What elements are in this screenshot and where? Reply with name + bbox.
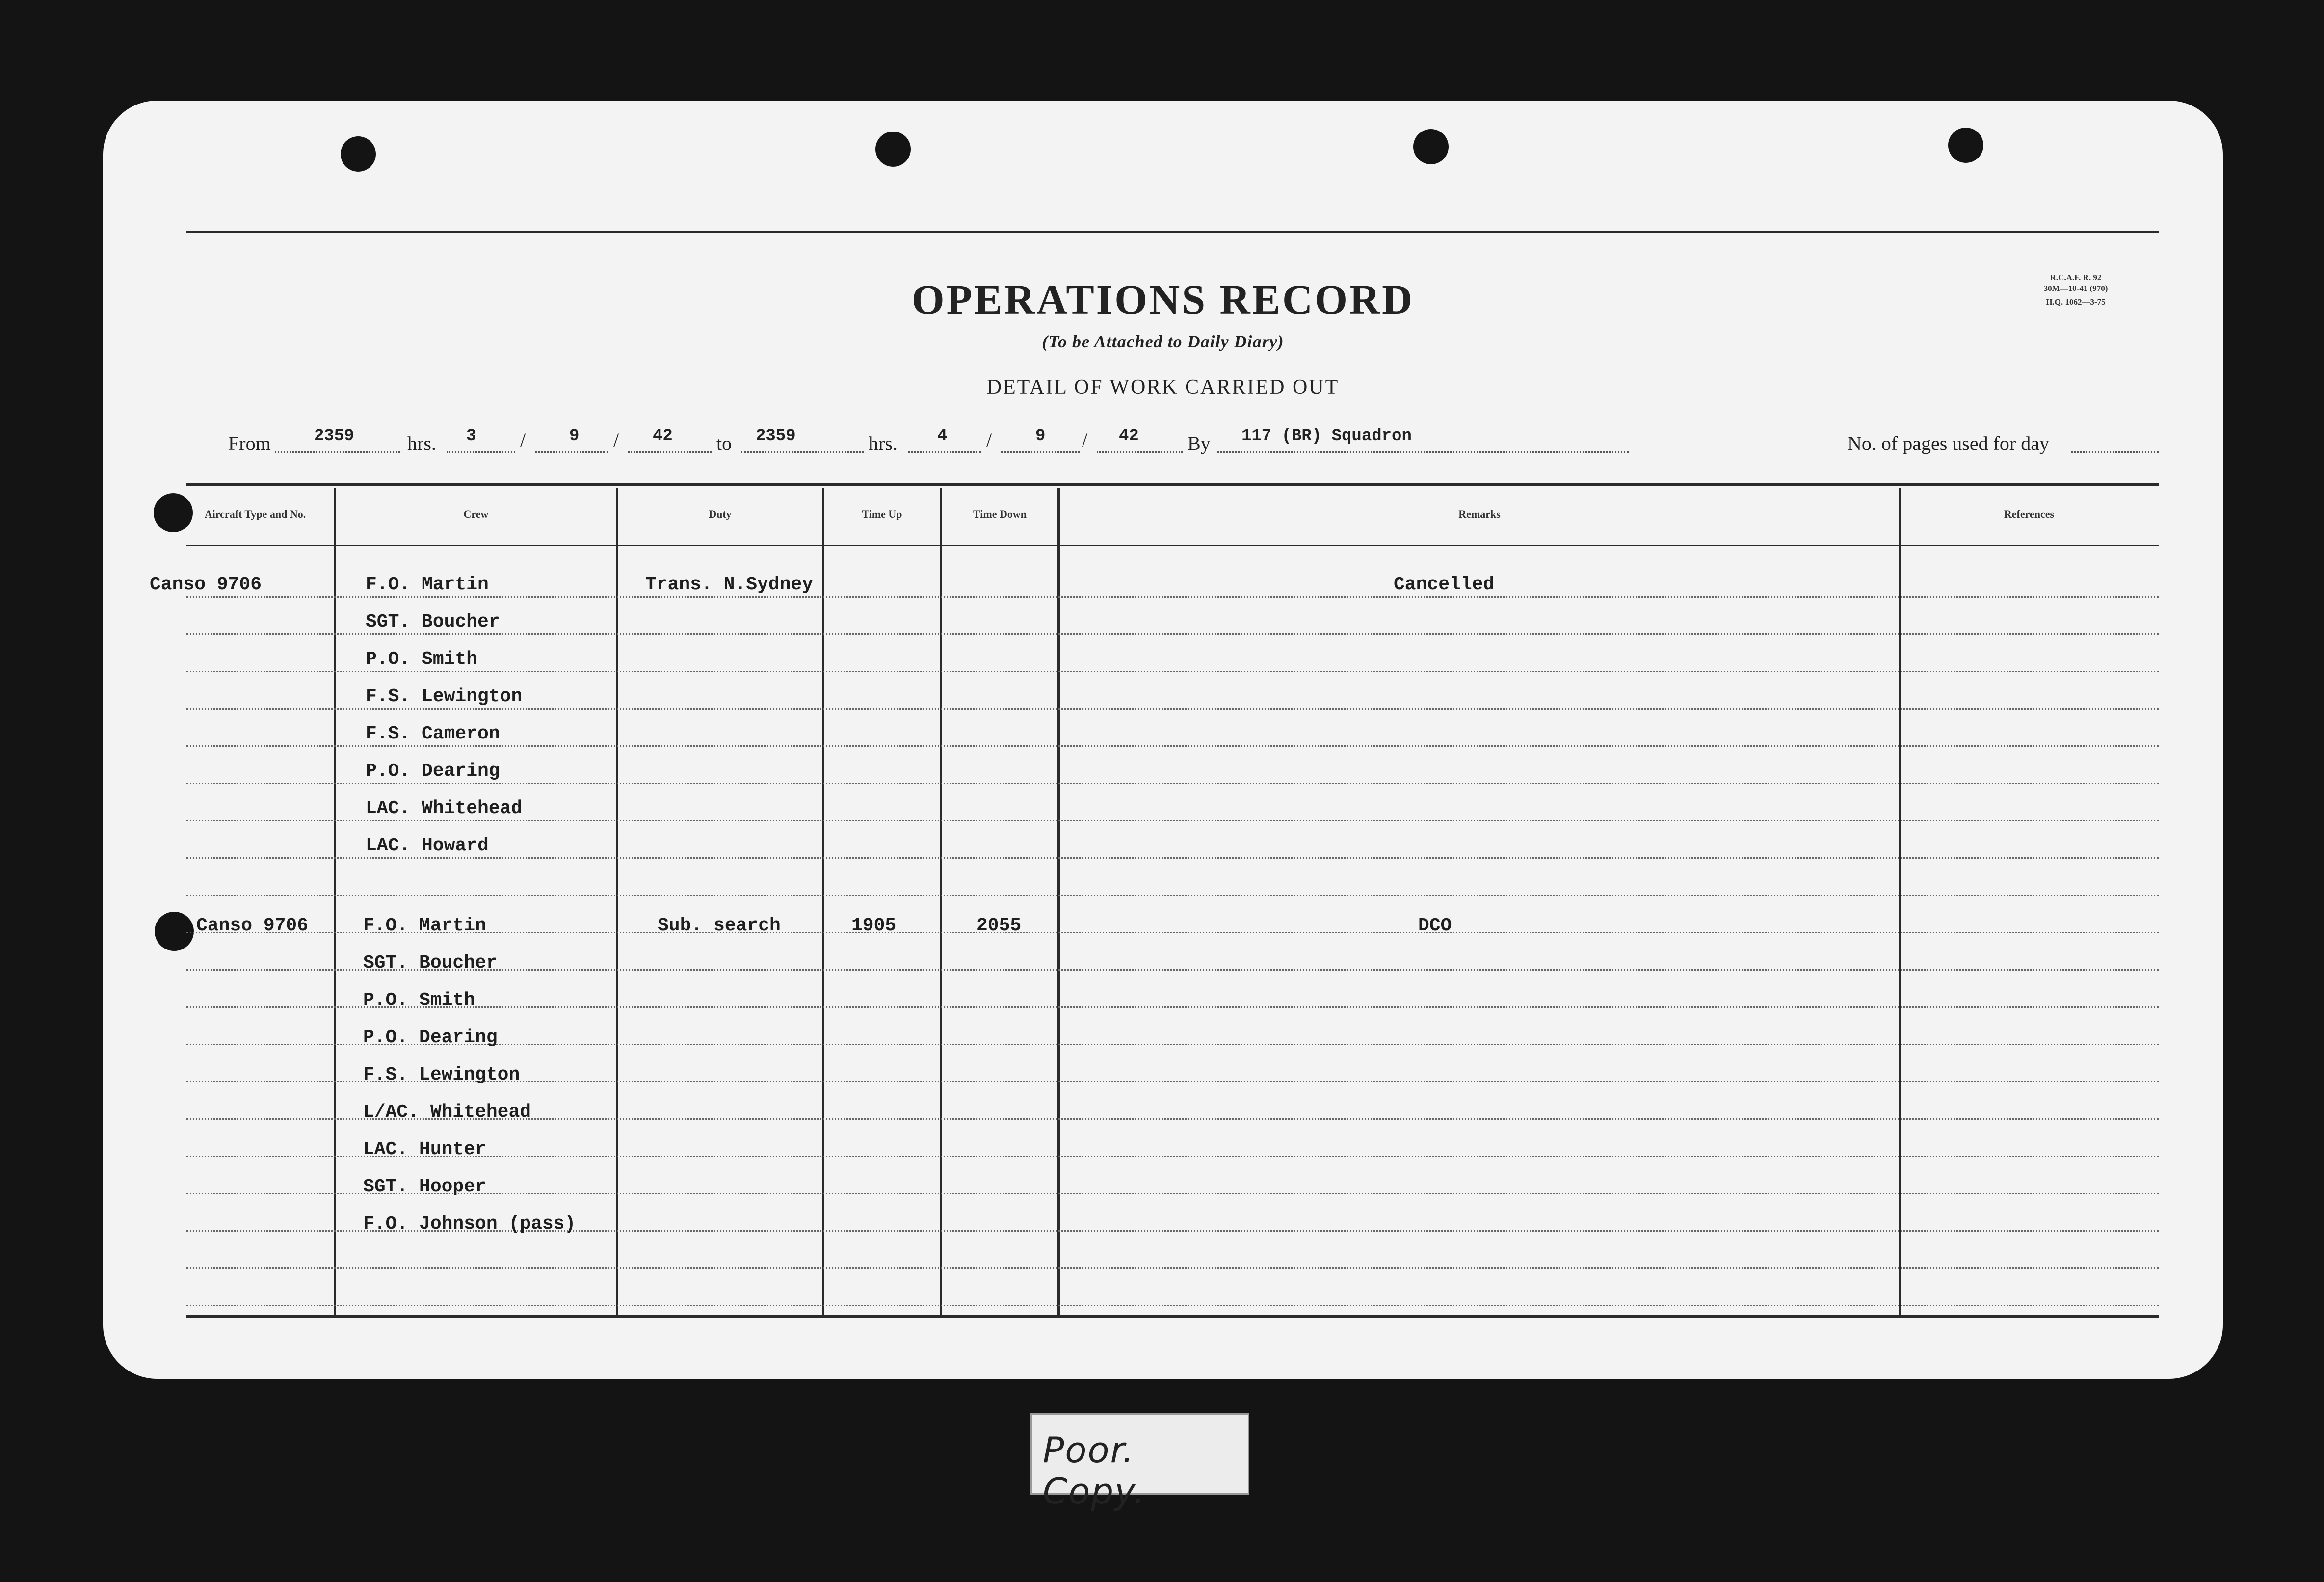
column-divider (940, 488, 942, 1315)
entry-aircraft: Canso 9706 (196, 915, 309, 936)
col-crew: Crew (463, 508, 489, 520)
ruled-row-line (186, 895, 2159, 896)
to-month: 9 (1035, 427, 1046, 446)
hrs-label: hrs. (407, 432, 436, 454)
crew-member: SGT. Boucher (366, 611, 500, 633)
to-year: 42 (1119, 427, 1139, 446)
date-slash: / (613, 429, 619, 451)
operations-record-card (103, 101, 2223, 1379)
crew-member: P.O. Dearing (366, 761, 500, 782)
table-head-rule (186, 545, 2159, 546)
punch-hole (875, 132, 911, 167)
from-day-line (447, 451, 515, 453)
punch-hole (1948, 128, 1983, 163)
by-label: By (1188, 432, 1211, 454)
col-time-up: Time Up (862, 508, 902, 520)
page-subtitle: (To be Attached to Daily Diary) (1042, 332, 1284, 351)
col-references: References (2004, 508, 2055, 520)
col-time-down: Time Down (973, 508, 1027, 520)
pages-line (2071, 451, 2159, 453)
to-time: 2359 (756, 427, 796, 446)
crew-member: F.S. Lewington (366, 686, 523, 707)
col-remarks: Remarks (1458, 508, 1501, 520)
punch-hole (155, 912, 194, 951)
col-duty: Duty (709, 508, 732, 520)
from-month-line (535, 451, 608, 453)
crew-member: SGT. Boucher (363, 952, 498, 974)
date-slash: / (1082, 429, 1088, 451)
squadron: 117 (BR) Squadron (1241, 427, 1412, 446)
ruled-row-line (186, 596, 2159, 598)
form-ref-line: H.Q. 1062—3-75 (2046, 297, 2106, 307)
crew-member: F.O. Johnson (pass) (363, 1213, 576, 1235)
column-divider (1057, 488, 1060, 1315)
ruled-row-line (186, 1267, 2159, 1269)
top-rule (186, 231, 2159, 233)
ruled-row-line (186, 857, 2159, 859)
from-label: From (228, 432, 271, 454)
punch-hole (341, 136, 376, 172)
entry-remarks: Cancelled (1394, 574, 1495, 595)
from-time: 2359 (314, 427, 354, 446)
to-day: 4 (937, 427, 948, 446)
column-divider (334, 488, 336, 1315)
crew-member: LAC. Whitehead (366, 798, 523, 819)
ruled-row-line (186, 671, 2159, 672)
from-day: 3 (466, 427, 476, 446)
column-divider (616, 488, 618, 1315)
ruled-row-line (186, 745, 2159, 747)
hrs-label: hrs. (869, 432, 898, 454)
date-slash: / (986, 429, 992, 451)
pages-label: No. of pages used for day (1848, 432, 2049, 454)
crew-member: LAC. Hunter (363, 1139, 486, 1160)
column-divider (822, 488, 824, 1315)
poor-copy-stamp (1030, 1413, 1249, 1512)
column-divider (1899, 488, 1901, 1315)
form-reference (2012, 272, 2139, 308)
form-ref-line: R.C.A.F. R. 92 (2050, 273, 2102, 282)
to-month-line (1001, 451, 1080, 453)
to-time-line (741, 451, 864, 453)
crew-member: L/AC. Whitehead (363, 1102, 531, 1123)
to-label: to (716, 432, 732, 454)
ruled-row-line (186, 783, 2159, 784)
entry-time-up: 1905 (851, 915, 897, 936)
entry-aircraft: Canso 9706 (150, 574, 262, 595)
col-aircraft: Aircraft Type and No. (204, 508, 306, 520)
crew-member: P.O. Smith (363, 990, 475, 1011)
entry-duty: Sub. search (658, 915, 781, 936)
crew-member: F.S. Lewington (363, 1064, 520, 1085)
entry-duty: Trans. N.Sydney (645, 574, 814, 595)
crew-member: SGT. Hooper (363, 1176, 486, 1197)
date-slash: / (520, 429, 526, 451)
from-month: 9 (569, 427, 580, 446)
from-year: 42 (653, 427, 673, 446)
entry-remarks: DCO (1418, 915, 1452, 936)
squadron-line (1217, 451, 1629, 453)
table-bottom-rule (186, 1315, 2159, 1318)
punch-hole (1413, 129, 1449, 164)
from-time-line (275, 451, 400, 453)
crew-member: P.O. Dearing (363, 1027, 498, 1048)
to-day-line (908, 451, 981, 453)
from-year-line (628, 451, 712, 453)
crew-member: F.O. Martin (366, 574, 489, 595)
entry-time-down: 2055 (977, 915, 1022, 936)
crew-member: F.O. Martin (363, 915, 486, 936)
form-ref-line: 30M—10-41 (970) (2043, 284, 2108, 293)
stamp-text: Poor. Copy. (1043, 1429, 1146, 1512)
to-year-line (1097, 451, 1183, 453)
ruled-row-line (186, 1006, 2159, 1008)
ruled-row-line (186, 820, 2159, 821)
ruled-row-line (186, 633, 2159, 635)
section-title: DETAIL OF WORK CARRIED OUT (986, 376, 1340, 398)
table-top-rule (186, 483, 2159, 486)
crew-member: P.O. Smith (366, 649, 478, 670)
ruled-row-line (186, 708, 2159, 710)
crew-member: LAC. Howard (366, 835, 489, 856)
page-title: OPERATIONS RECORD (911, 276, 1415, 323)
crew-member: F.S. Cameron (366, 723, 500, 744)
ruled-row-line (186, 1305, 2159, 1306)
